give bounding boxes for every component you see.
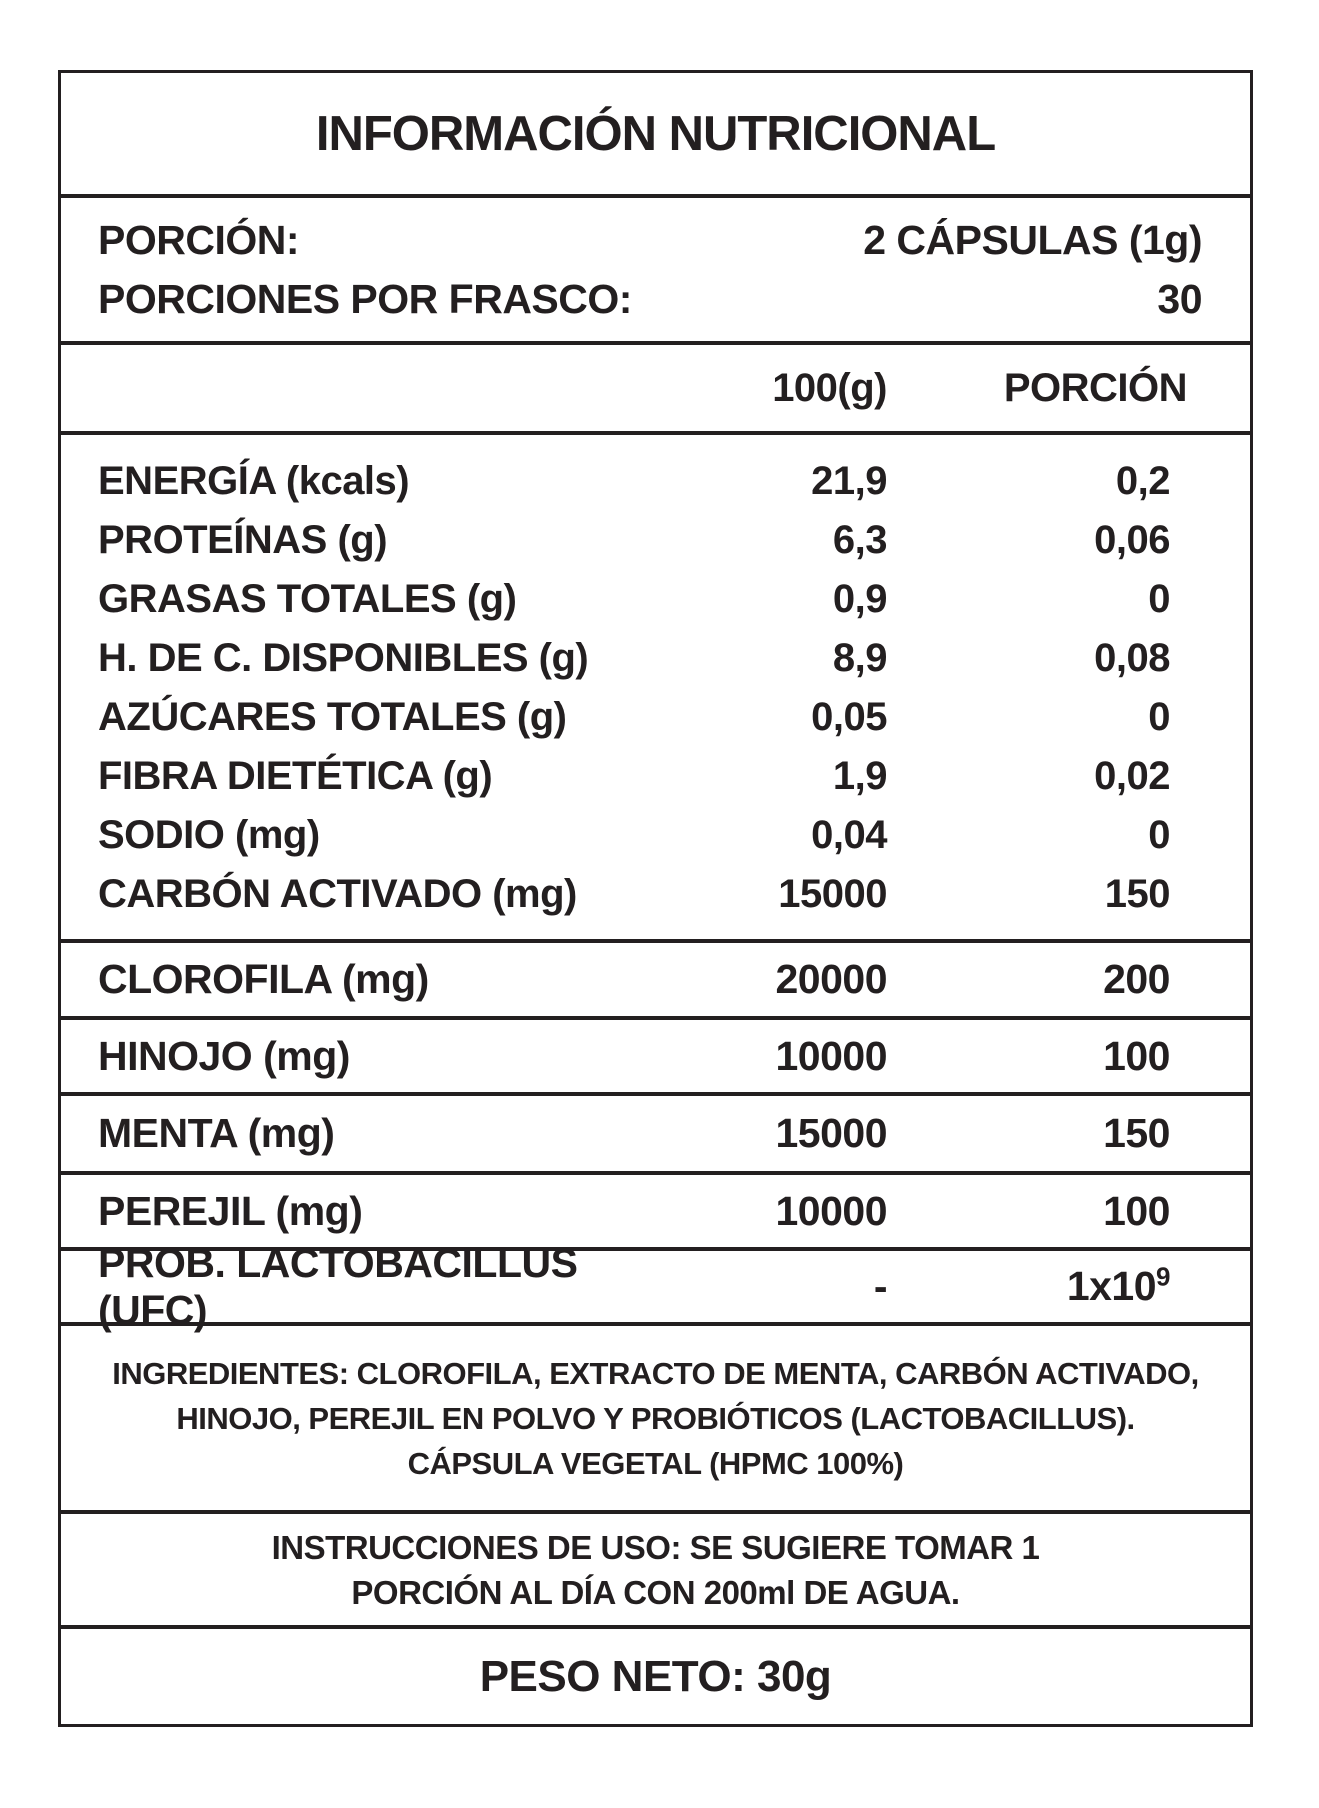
compound-name: MENTA (mg) — [98, 1110, 335, 1156]
compound-portion: 200 — [1103, 956, 1170, 1002]
servings-per-container-value: 30 — [1157, 275, 1202, 322]
nutrient-portion: 0,08 — [1094, 636, 1170, 680]
nutrient-per100: 1,9 — [832, 754, 887, 798]
nutrient-portion: 0,06 — [1094, 518, 1170, 562]
compound-per100: 15000 — [775, 1110, 887, 1156]
nutrient-name: GRASAS TOTALES (g) — [98, 577, 517, 621]
ingredients-line: CÁPSULA VEGETAL (HPMC 100%) — [407, 1445, 904, 1481]
compound-portion: 100 — [1103, 1187, 1170, 1234]
table-row — [61, 629, 1250, 688]
table-row — [61, 688, 1250, 747]
nutrient-per100: 0,05 — [811, 695, 887, 739]
instructions-line: INSTRUCCIONES DE USO: SE SUGIERE TOMAR 1 — [271, 1528, 1040, 1566]
table-row — [61, 511, 1250, 570]
nutrient-name: H. DE C. DISPONIBLES (g) — [98, 636, 589, 680]
table-row — [61, 452, 1250, 511]
servings-per-container-line — [98, 276, 1202, 323]
instructions-section — [61, 1510, 1250, 1625]
compound-portion: 100 — [1103, 1032, 1170, 1079]
nutrient-portion: 0 — [1148, 695, 1170, 739]
compound-per100: 10000 — [775, 1187, 887, 1234]
nutrient-portion: 0,2 — [1115, 459, 1170, 503]
serving-section — [61, 194, 1250, 341]
compound-row-perejil — [61, 1171, 1250, 1247]
nutrient-per100: 8,9 — [832, 636, 887, 680]
title-section — [61, 73, 1250, 194]
nutrient-name: SODIO (mg) — [98, 813, 320, 857]
compound-name: CLOROFILA (mg) — [98, 956, 429, 1002]
nutrient-per100: 0,9 — [832, 577, 887, 621]
ingredients-line: INGREDIENTES: CLOROFILA, EXTRACTO DE MENTA, CARBÓN ACTIVADO, — [112, 1355, 1199, 1391]
net-weight-value: PESO NETO: 30g — [479, 1651, 832, 1701]
nutrient-per100: 21,9 — [811, 459, 887, 503]
label-title: INFORMACIÓN NUTRICIONAL — [315, 106, 996, 161]
nutrient-per100: 0,04 — [811, 813, 887, 857]
ingredients-line: HINOJO, PEREJIL EN POLVO Y PROBIÓTICOS (LACTOBACILLUS). — [176, 1400, 1135, 1436]
compound-portion — [887, 1263, 1170, 1310]
compound-row-clorofila — [61, 939, 1250, 1016]
net-weight-section — [61, 1625, 1250, 1724]
serving-size-label: PORCIÓN: — [98, 216, 299, 263]
table-row — [61, 747, 1250, 806]
compound-name: PROB. LACTOBACILLUS (UFC) — [98, 1239, 578, 1333]
nutrient-name: AZÚCARES TOTALES (g) — [98, 695, 567, 739]
serving-size-line — [98, 217, 1202, 264]
table-row — [61, 865, 1250, 924]
compound-per100: - — [873, 1263, 887, 1309]
nutrient-per100: 6,3 — [832, 518, 887, 562]
ingredients-section — [61, 1322, 1250, 1510]
table-row — [61, 1110, 1250, 1157]
compound-row-lactobacillus — [61, 1239, 1250, 1333]
nutrient-name: CARBÓN ACTIVADO (mg) — [98, 872, 577, 916]
table-row — [61, 1188, 1250, 1235]
nutrient-per100: 15000 — [778, 872, 887, 916]
nutrient-portion: 0,02 — [1094, 754, 1170, 798]
compound-name: PEREJIL (mg) — [98, 1187, 363, 1234]
portion-base: 1x10 — [1066, 1263, 1157, 1309]
portion-exponent: 9 — [1156, 1261, 1170, 1292]
column-header-portion: PORCIÓN — [1003, 365, 1187, 410]
compound-per100: 20000 — [775, 956, 887, 1002]
nutrition-facts-label — [58, 70, 1253, 1727]
table-row — [61, 1240, 1250, 1334]
table-row — [61, 806, 1250, 865]
column-header-per100: 100(g) — [772, 365, 887, 410]
nutrient-table — [61, 431, 1250, 939]
servings-per-container-label: PORCIONES POR FRASCO: — [98, 275, 632, 322]
nutrient-portion: 150 — [1104, 872, 1170, 916]
nutrient-name: PROTEÍNAS (g) — [98, 518, 388, 562]
column-header-row — [61, 341, 1250, 431]
nutrient-portion: 0 — [1148, 577, 1170, 621]
nutrient-portion: 0 — [1148, 813, 1170, 857]
table-row — [61, 956, 1250, 1003]
compound-name: HINOJO (mg) — [98, 1032, 350, 1079]
nutrient-name: FIBRA DIETÉTICA (g) — [98, 754, 493, 798]
compound-row-menta — [61, 1092, 1250, 1171]
serving-size-value: 2 CÁPSULAS (1g) — [863, 216, 1202, 263]
table-row — [61, 1033, 1250, 1080]
table-row — [61, 570, 1250, 629]
instructions-line: PORCIÓN AL DÍA CON 200ml DE AGUA. — [351, 1573, 960, 1611]
nutrient-name: ENERGÍA (kcals) — [98, 459, 410, 503]
compound-row-hinojo — [61, 1016, 1250, 1092]
compound-per100: 10000 — [775, 1032, 887, 1079]
compound-portion: 150 — [1103, 1110, 1170, 1156]
